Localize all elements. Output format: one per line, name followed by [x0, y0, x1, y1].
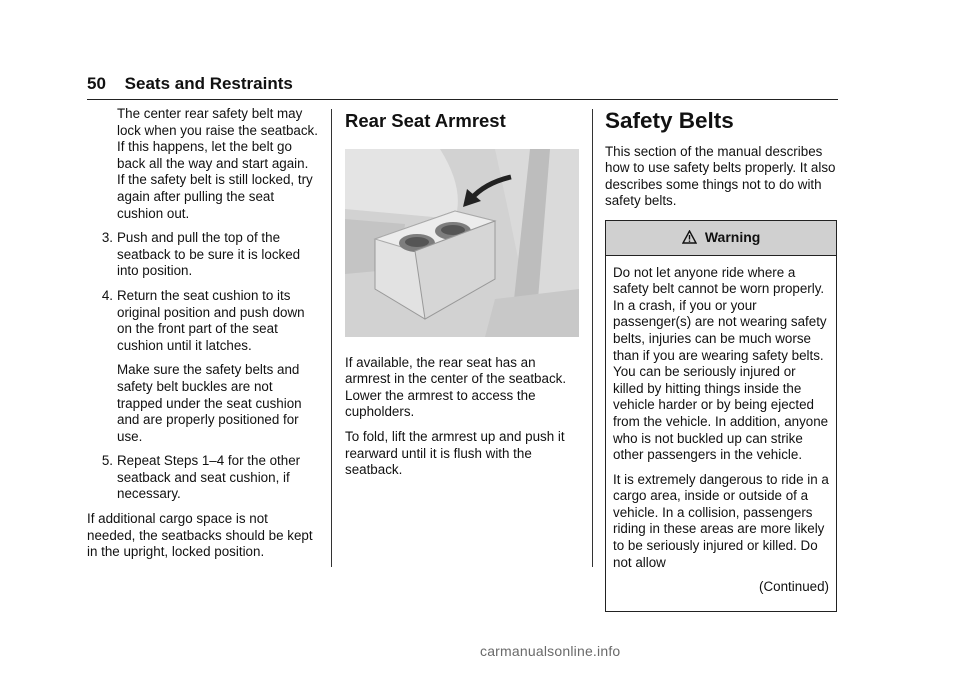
- section-heading: Rear Seat Armrest: [345, 110, 506, 131]
- step-5: [87, 453, 319, 503]
- step-text: Repeat Steps 1–4 for the other seatback and seat cushion, if necessary.: [117, 453, 301, 502]
- watermark: carmanualsonline.info: [480, 643, 621, 659]
- step-text: Push and pull the top of the seatback to be sure it is locked into position.: [117, 230, 301, 279]
- page-number: 50: [87, 74, 106, 93]
- armrest-paragraph-2: To fold, lift the armrest up and push it rearward until it is flush with the seatback.: [345, 428, 565, 478]
- column-middle: [345, 106, 579, 487]
- step-number: 3.: [101, 230, 113, 246]
- continued-label: (Continued): [759, 579, 829, 595]
- warning-paragraph-1: Do not let anyone ride where a safety belt cannot be worn properly. In a crash, if you or your passenger(s) are not wearing safety belts, injuries can be much worse than if you are wearing safety belts. You can be seriously injured or killed by hitting things inside the vehicle harder or by being ejected from the vehicle. In addition, anyone who is not buckled up can strike other passengers in the vehicle.: [613, 264, 829, 463]
- armrest-illustration: [345, 149, 579, 337]
- step-number: 4.: [101, 287, 113, 303]
- column-left: [87, 106, 319, 569]
- closing-paragraph: If additional cargo space is not needed, the seatbacks should be kept in the upright, locked position.: [87, 511, 313, 560]
- warning-body: [606, 256, 836, 611]
- column-divider-right: [592, 109, 593, 567]
- section-title: Seats and Restraints: [124, 74, 293, 93]
- section-heading: Safety Belts: [605, 108, 734, 133]
- step-number: 5.: [101, 453, 113, 469]
- continued-paragraph: The center rear safety belt may lock when you raise the seatback. If this happens, let the belt go back all the way and start again. If the safety belt is still locked, try again after pulling the seat cushion out.: [117, 106, 318, 221]
- warning-box: [605, 220, 837, 612]
- armrest-paragraph-1: If available, the rear seat has an armrest in the center of the seatback. Lower the armrest to access the cupholders.: [345, 354, 567, 420]
- warning-title: Warning: [704, 228, 761, 245]
- page-header: [87, 74, 293, 94]
- warning-paragraph-2: It is extremely dangerous to ride in a cargo area, inside or outside of a vehicle. In a collision, passengers riding in these areas are more likely to be seriously injured or killed. Do not allow: [613, 471, 829, 570]
- step-text: Return the seat cushion to its original position and push down on the front part of the seat cushion until it latches.: [117, 287, 305, 353]
- step-4-note: Make sure the safety belts and safety belt buckles are not trapped under the seat cushion and are properly positioned for use.: [117, 362, 302, 444]
- column-right: [605, 106, 837, 612]
- step-3: [87, 230, 319, 280]
- column-divider-left: [331, 109, 332, 567]
- safety-belts-intro: This section of the manual describes how to use safety belts properly. It also describes some things not to do with safety belts.: [605, 143, 836, 209]
- step-4: [87, 288, 319, 354]
- warning-icon: [682, 229, 701, 246]
- warning-header: [606, 221, 836, 256]
- header-rule: [87, 99, 838, 100]
